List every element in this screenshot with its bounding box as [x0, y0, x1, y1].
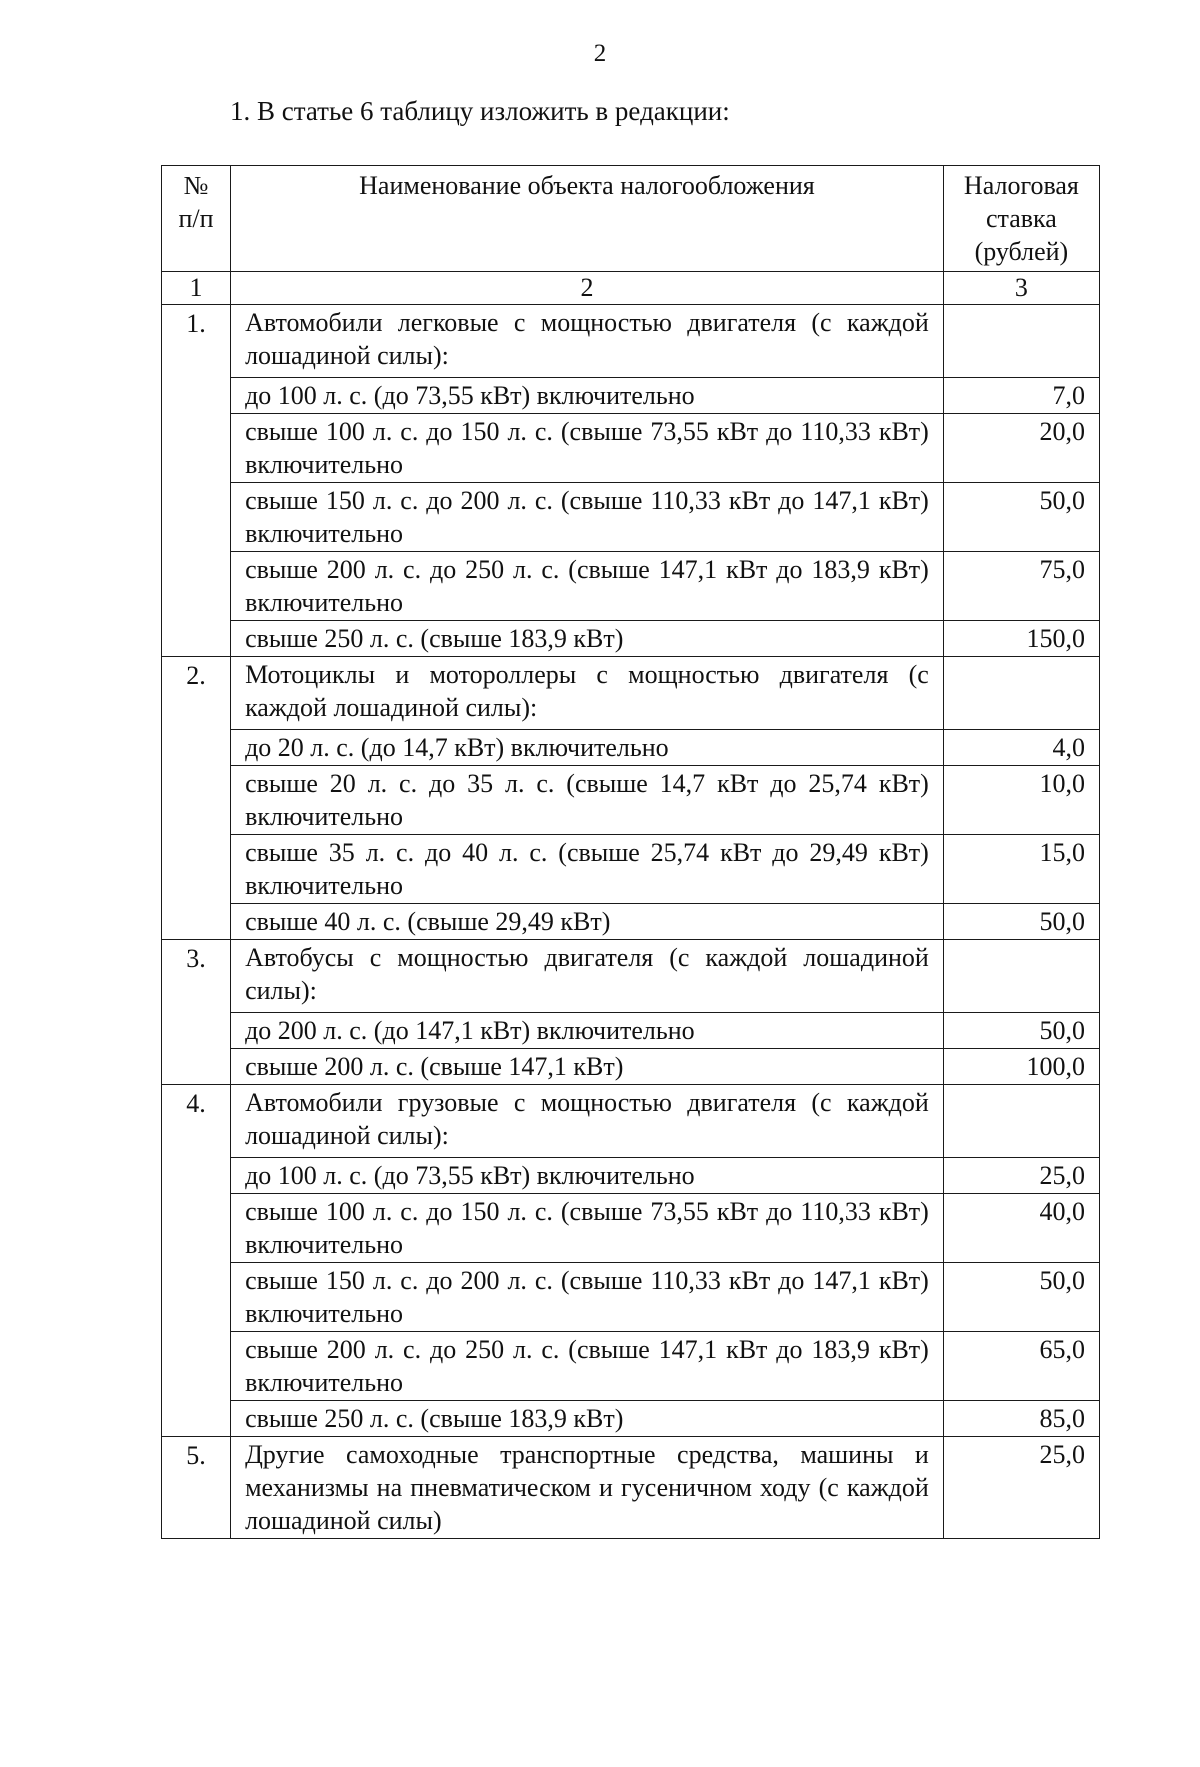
table-row: [162, 730, 1100, 766]
row-tax-rate: 50,0: [943, 904, 1099, 940]
row-tax-rate: 100,0: [943, 1049, 1099, 1085]
table-group-row: [162, 657, 1100, 730]
table-row: [162, 483, 1100, 552]
tax-rate-table: [161, 165, 1100, 1539]
table-group-row: [162, 940, 1100, 1013]
row-number-cell: [162, 414, 231, 483]
row-object-name: свыше 200 л. с. (свыше 147,1 кВт): [231, 1049, 944, 1085]
row-object-name: свыше 200 л. с. до 250 л. с. (свыше 147,1 кВт до 183,9 кВт) включительно: [231, 1332, 944, 1401]
intro-paragraph: 1. В статье 6 таблицу изложить в редакции:: [230, 96, 730, 126]
column-index-2: 2: [231, 272, 944, 305]
row-number-cell: [162, 1263, 231, 1332]
group-title: Автобусы с мощностью двигателя (с каждой лошадиной силы):: [231, 940, 944, 1013]
group-title: Автомобили легковые с мощностью двигателя (с каждой лошадиной силы):: [231, 305, 944, 378]
group-title: Другие самоходные транспортные средства, машины и механизмы на пневматическом и гусеничном ходу (с каждой лошадиной силы): [231, 1437, 944, 1539]
row-number-cell: [162, 1013, 231, 1049]
row-tax-rate: 4,0: [943, 730, 1099, 766]
row-object-name: до 100 л. с. (до 73,55 кВт) включительно: [231, 1158, 944, 1194]
table-row: [162, 766, 1100, 835]
row-number-cell: [162, 730, 231, 766]
group-number: 5.: [162, 1437, 231, 1539]
table-row: [162, 378, 1100, 414]
table-row: [162, 552, 1100, 621]
row-object-name: свыше 200 л. с. до 250 л. с. (свыше 147,1 кВт до 183,9 кВт) включительно: [231, 552, 944, 621]
group-rate: [943, 940, 1099, 1013]
row-number-cell: [162, 1049, 231, 1085]
header-tax-rate: Налоговая ставка (рублей): [943, 166, 1099, 272]
table-body: [162, 305, 1100, 1539]
table-row: [162, 1049, 1100, 1085]
row-object-name: свыше 150 л. с. до 200 л. с. (свыше 110,33 кВт до 147,1 кВт) включительно: [231, 483, 944, 552]
row-tax-rate: 65,0: [943, 1332, 1099, 1401]
table-row: [162, 904, 1100, 940]
row-number-cell: [162, 766, 231, 835]
row-number-cell: [162, 483, 231, 552]
table-row: [162, 1013, 1100, 1049]
column-index-1: 1: [162, 272, 231, 305]
table-row: [162, 1158, 1100, 1194]
row-number-cell: [162, 1401, 231, 1437]
row-object-name: свыше 35 л. с. до 40 л. с. (свыше 25,74 кВт до 29,49 кВт) включительно: [231, 835, 944, 904]
row-tax-rate: 150,0: [943, 621, 1099, 657]
table-row: [162, 835, 1100, 904]
row-number-cell: [162, 904, 231, 940]
group-number: 3.: [162, 940, 231, 1013]
row-number-cell: [162, 378, 231, 414]
row-tax-rate: 20,0: [943, 414, 1099, 483]
row-tax-rate: 15,0: [943, 835, 1099, 904]
row-tax-rate: 50,0: [943, 483, 1099, 552]
row-object-name: свыше 250 л. с. (свыше 183,9 кВт): [231, 621, 944, 657]
row-tax-rate: 75,0: [943, 552, 1099, 621]
row-object-name: свыше 100 л. с. до 150 л. с. (свыше 73,55 кВт до 110,33 кВт) включительно: [231, 1194, 944, 1263]
group-title: Автомобили грузовые с мощностью двигателя (с каждой лошадиной силы):: [231, 1085, 944, 1158]
row-tax-rate: 50,0: [943, 1013, 1099, 1049]
row-number-cell: [162, 1158, 231, 1194]
table-header-row: [162, 166, 1100, 272]
row-number-cell: [162, 835, 231, 904]
row-tax-rate: 85,0: [943, 1401, 1099, 1437]
row-number-cell: [162, 1194, 231, 1263]
row-object-name: свыше 40 л. с. (свыше 29,49 кВт): [231, 904, 944, 940]
group-number: 2.: [162, 657, 231, 730]
group-title: Мотоциклы и мотороллеры с мощностью двигателя (с каждой лошадиной силы):: [231, 657, 944, 730]
group-rate: [943, 657, 1099, 730]
table-row: [162, 1263, 1100, 1332]
table-row: [162, 1401, 1100, 1437]
table-row: [162, 1332, 1100, 1401]
row-tax-rate: 10,0: [943, 766, 1099, 835]
group-rate: [943, 305, 1099, 378]
row-object-name: свыше 100 л. с. до 150 л. с. (свыше 73,55 кВт до 110,33 кВт) включительно: [231, 414, 944, 483]
table-group-row: [162, 1085, 1100, 1158]
group-rate: [943, 1085, 1099, 1158]
row-number-cell: [162, 1332, 231, 1401]
row-object-name: до 200 л. с. (до 147,1 кВт) включительно: [231, 1013, 944, 1049]
table-group-row: [162, 1437, 1100, 1539]
column-index-row: [162, 272, 1100, 305]
column-index-3: 3: [943, 272, 1099, 305]
group-rate: 25,0: [943, 1437, 1099, 1539]
row-object-name: свыше 150 л. с. до 200 л. с. (свыше 110,33 кВт до 147,1 кВт) включительно: [231, 1263, 944, 1332]
table-row: [162, 621, 1100, 657]
row-number-cell: [162, 552, 231, 621]
table-group-row: [162, 305, 1100, 378]
row-object-name: до 100 л. с. (до 73,55 кВт) включительно: [231, 378, 944, 414]
group-number: 4.: [162, 1085, 231, 1158]
group-number: 1.: [162, 305, 231, 378]
row-tax-rate: 25,0: [943, 1158, 1099, 1194]
table-row: [162, 414, 1100, 483]
row-object-name: до 20 л. с. (до 14,7 кВт) включительно: [231, 730, 944, 766]
row-tax-rate: 40,0: [943, 1194, 1099, 1263]
header-number: № п/п: [162, 166, 231, 272]
page-number: 2: [593, 40, 607, 67]
row-tax-rate: 7,0: [943, 378, 1099, 414]
row-number-cell: [162, 621, 231, 657]
row-tax-rate: 50,0: [943, 1263, 1099, 1332]
row-object-name: свыше 20 л. с. до 35 л. с. (свыше 14,7 кВт до 25,74 кВт) включительно: [231, 766, 944, 835]
table-row: [162, 1194, 1100, 1263]
row-object-name: свыше 250 л. с. (свыше 183,9 кВт): [231, 1401, 944, 1437]
header-object-name: Наименование объекта налогообложения: [231, 166, 944, 272]
